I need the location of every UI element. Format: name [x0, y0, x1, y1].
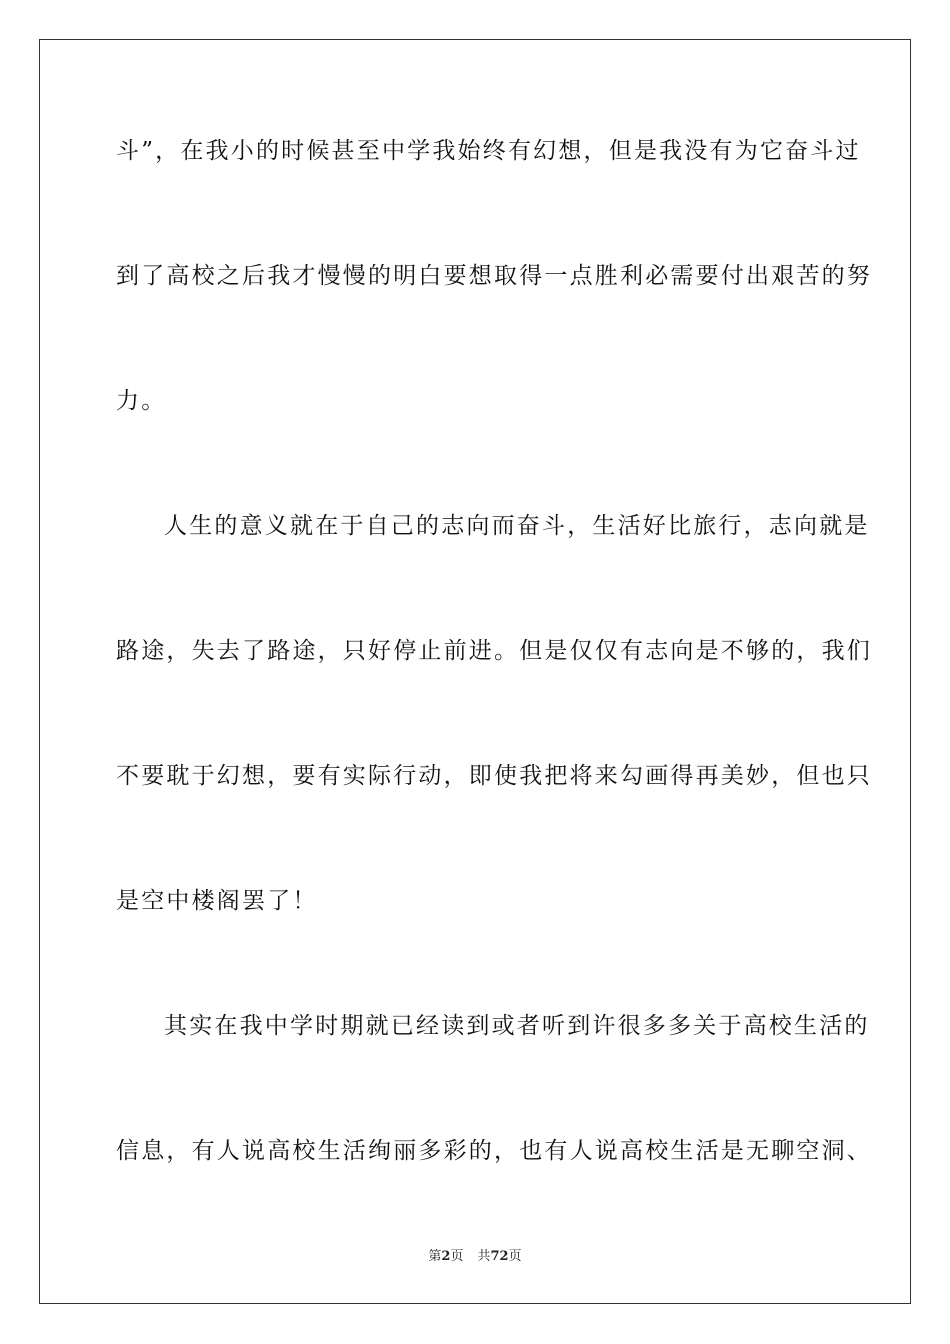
text-line-5: 路途，失去了路途，只好停止前进。但是仅仅有志向是不够的，我们 [116, 638, 872, 664]
text-line-9: 信息，有人说高校生活绚丽多彩的，也有人说高校生活是无聊空洞、 [116, 1138, 872, 1164]
page-footer [0, 1248, 950, 1266]
paragraph-start-line-4: 人生的意义就在于自己的志向而奋斗，生活好比旅行，志向就是 [164, 513, 870, 539]
page-border [39, 39, 911, 1304]
text-line-1: 斗”，在我小的时候甚至中学我始终有幻想，但是我没有为它奋斗过 [116, 138, 861, 164]
text-line-3: 力。 [116, 388, 167, 414]
page-suffix: 页 [450, 1249, 464, 1264]
page-prefix: 第 [428, 1249, 442, 1264]
text-line-2: 到了高校之后我才慢慢的明白要想取得一点胜利必需要付出艰苦的努 [116, 263, 872, 289]
total-prefix: 共 [477, 1249, 491, 1264]
text-line-7: 是空中楼阁罢了！ [116, 888, 318, 914]
text-line-6: 不要耽于幻想，要有实际行动，即使我把将来勾画得再美妙，但也只 [116, 763, 872, 789]
total-pages: 72 [490, 1249, 509, 1264]
page-number: 2 [441, 1249, 451, 1264]
total-suffix: 页 [508, 1249, 522, 1264]
paragraph-start-line-8: 其实在我中学时期就已经读到或者听到许很多多关于高校生活的 [164, 1013, 870, 1039]
